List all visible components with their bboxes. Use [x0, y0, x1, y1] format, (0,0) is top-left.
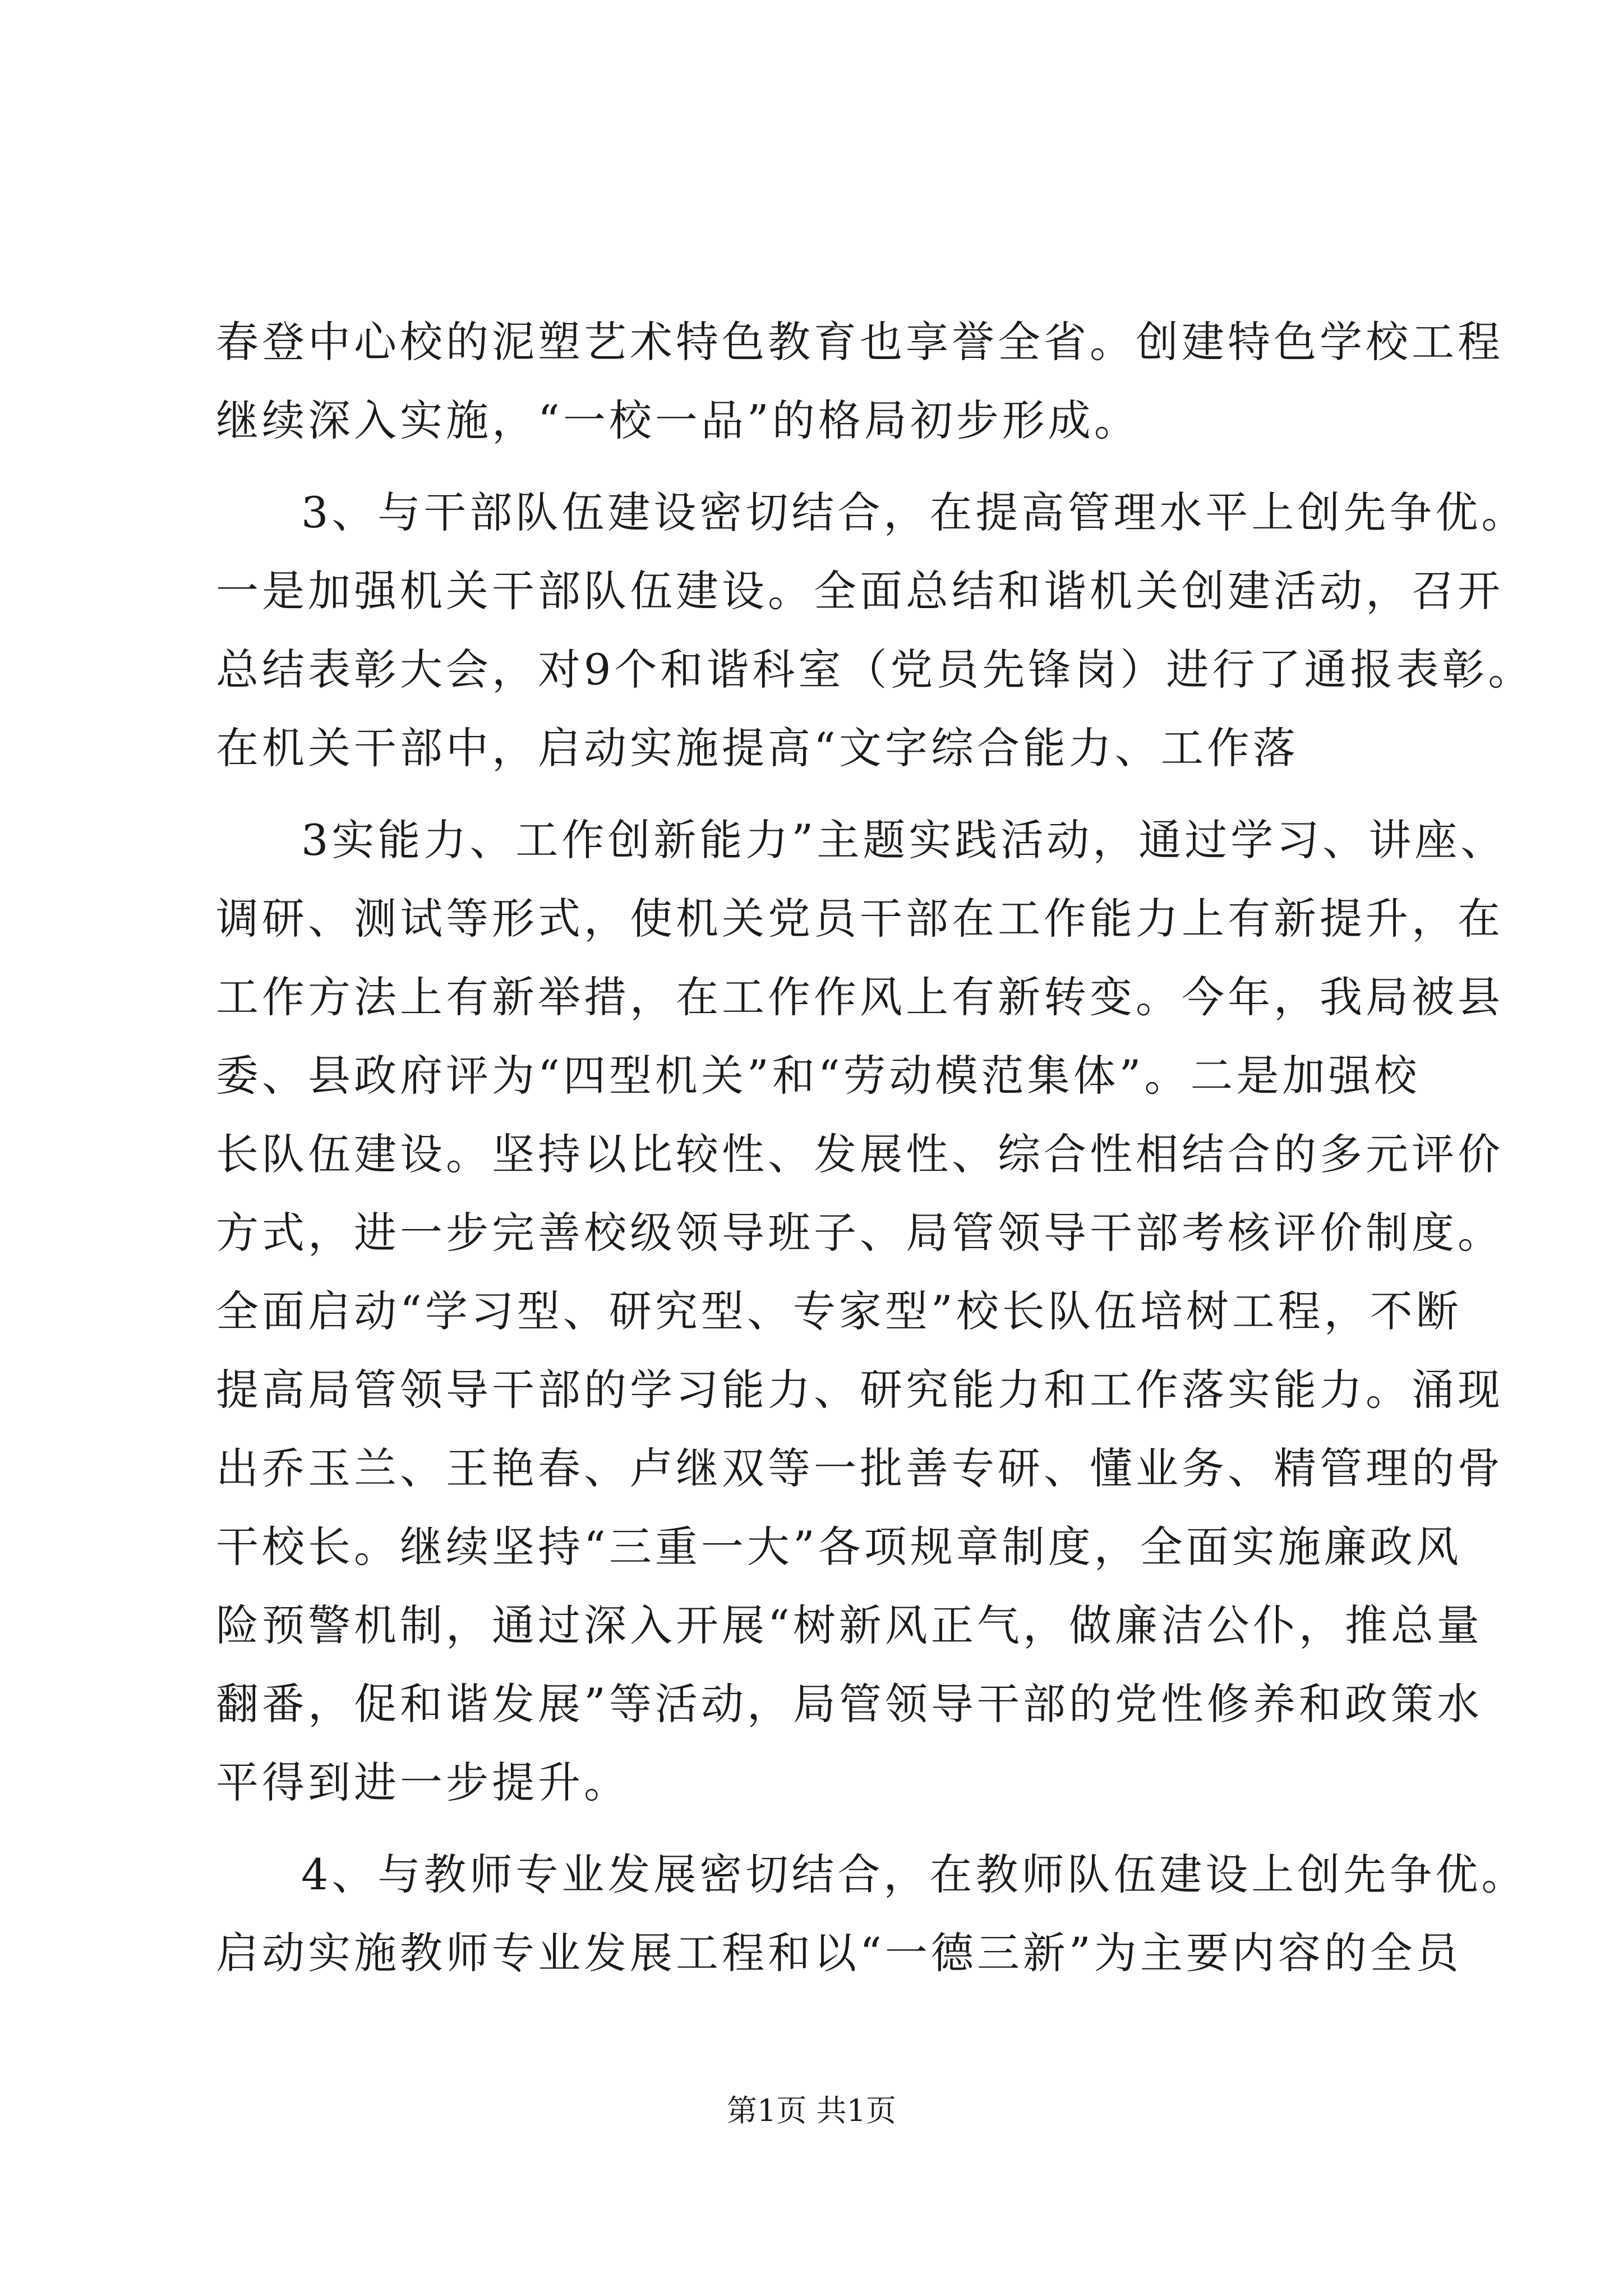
text-line: 险预警机制，通过深入开展“树新风正气，做廉洁公仆，推总量	[216, 1600, 1483, 1650]
text-line: 出乔玉兰、王艳春、卢继双等一批善专研、懂业务、精管理的骨	[216, 1443, 1504, 1493]
document-body	[216, 303, 1534, 1993]
text-line: 委、县政府评为“四型机关”和“劳动模范集体”。二是加强校	[216, 1051, 1421, 1101]
text-line: 调研、测试等形式，使机关党员干部在工作能力上有新提升，在	[216, 894, 1504, 944]
text-line: 启动实施教师专业发展工程和以“一德三新”为主要内容的全员	[216, 1928, 1462, 1978]
paragraph-start-line: 4、与教师专业发展密切结合，在教师队伍建设上创先争优。	[301, 1849, 1528, 1899]
text-line: 一是加强机关干部队伍建设。全面总结和谐机关创建活动，召开	[216, 566, 1504, 616]
text-line: 平得到进一步提升。	[216, 1757, 630, 1807]
paragraph-start-line: 3实能力、工作创新能力”主题实践活动，通过学习、讲座、	[301, 815, 1507, 865]
text-line: 工作方法上有新举措，在工作作风上有新转变。今年，我局被县	[216, 972, 1504, 1022]
text-line: 长队伍建设。坚持以比较性、发展性、综合性相结合的多元评价	[216, 1129, 1504, 1179]
text-line: 在机关干部中，启动实施提高“文字综合能力、工作落	[216, 723, 1299, 773]
text-line: 春登中心校的泥塑艺术特色教育也享誉全省。创建特色学校工程	[216, 317, 1504, 367]
paragraph-start-line: 3、与干部队伍建设密切结合，在提高管理水平上创先争优。	[301, 487, 1528, 537]
text-line: 方式，进一步完善校级领导班子、局管领导干部考核评价制度。	[216, 1208, 1504, 1258]
text-line: 翻番，促和谐发展”等活动，局管领导干部的党性修养和政策水	[216, 1679, 1483, 1729]
text-line: 提高局管领导干部的学习能力、研究能力和工作落实能力。涌现	[216, 1365, 1504, 1415]
page-footer: 第1页 共1页	[727, 2093, 896, 2128]
text-line: 干校长。继续坚持“三重一大”各项规章制度，全面实施廉政风	[216, 1522, 1462, 1572]
text-line: 全面启动“学习型、研究型、专家型”校长队伍培树工程，不断	[216, 1286, 1462, 1336]
text-line: 总结表彰大会，对9个和谐科室（党员先锋岗）进行了通报表彰。	[216, 645, 1534, 694]
text-line: 继续深入实施，“一校一品”的格局初步形成。	[216, 395, 1140, 445]
